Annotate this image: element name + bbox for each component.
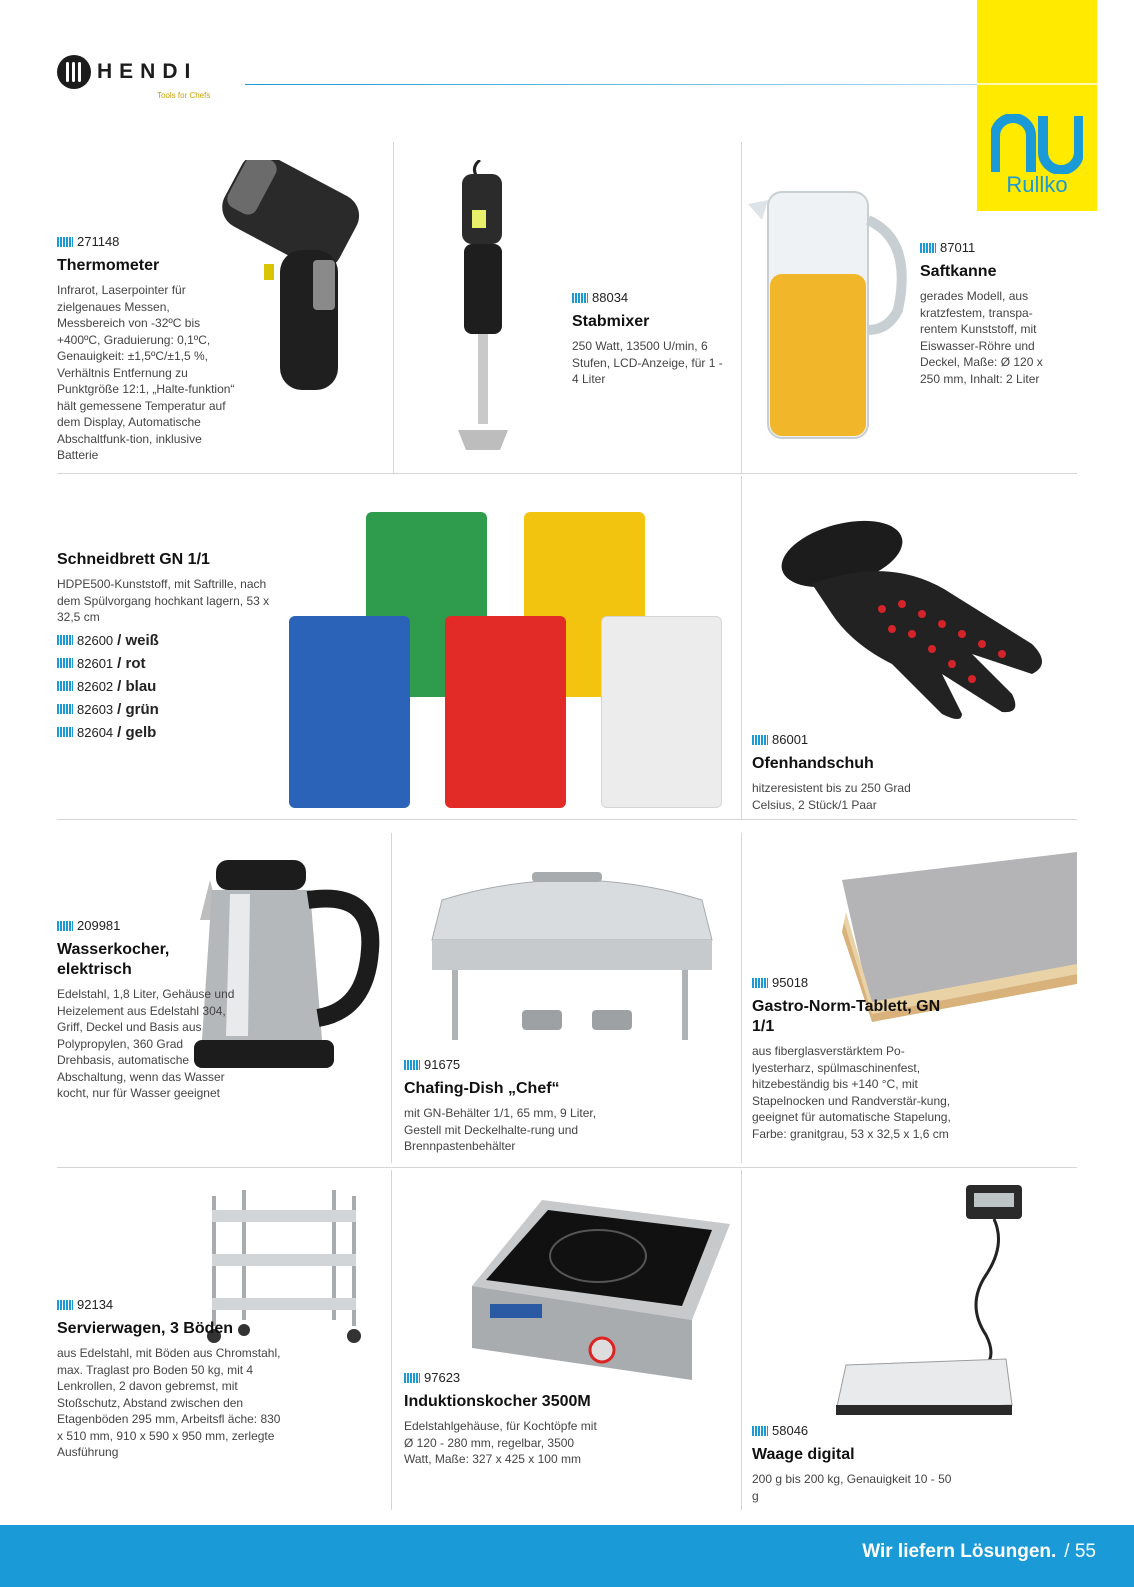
product-code: 88034 (572, 290, 732, 305)
variant-item[interactable]: 82601 / rot (57, 655, 277, 672)
barcode-icon (404, 1060, 420, 1070)
grid-line (741, 476, 742, 819)
barcode-icon (57, 921, 73, 931)
barcode-icon (57, 1300, 73, 1310)
grid-line (391, 833, 392, 1163)
barcode-icon (572, 293, 588, 303)
induktionskocher-image (472, 1200, 732, 1390)
page-header (0, 0, 1134, 140)
product-name: Waage digital (752, 1446, 855, 1463)
product-code: 97623 (404, 1370, 604, 1385)
barcode-icon (752, 978, 768, 988)
ofenhandschuh-image (772, 514, 1062, 724)
chafing-dish-image (412, 860, 732, 1050)
product-code: 209981 (57, 918, 237, 933)
board-white-image (601, 616, 722, 808)
rullko-logo (977, 0, 1097, 211)
barcode-icon (57, 727, 73, 737)
product-description: aus fiberglasverstärktem Po-lyesterharz, spülmaschinenfest, hitzebeständig bis +140 °C, mit Stapelnocken und Randverstär-kung, geeignet für automatische Stapelung, Farbe: granitgrau, 53 x 32,5 x 1,6 cm (752, 1044, 951, 1141)
product-name: Induktionskocher 3500M (404, 1393, 591, 1410)
grid-line (741, 142, 742, 473)
variant-item[interactable]: 82603 / grün (57, 701, 277, 718)
barcode-icon (404, 1373, 420, 1383)
product-code: 58046 (752, 1423, 952, 1438)
variant-item[interactable]: 82600 / weiß (57, 632, 277, 649)
page-number: / 55 (1064, 1541, 1096, 1562)
barcode-icon (920, 243, 936, 253)
product-description: Infrarot, Laserpointer für zielgenaues Messen, Messbereich von -32ºC bis +400ºC, Graduierung: 0,1ºC, Genauigkeit: ±1,5ºC/±1,5 %, Verhältnis Entfernung zu Punktgröße 12:1, „Halte-funktion“ hält gemessene Temperatur auf dem Display, Automatische Abschaltfunk-tion, inklusive Batterie (57, 283, 235, 462)
product-code: 87011 (920, 240, 1065, 255)
product-name: Stabmixer (572, 313, 650, 330)
product-code: 92134 (57, 1297, 287, 1312)
barcode-icon (57, 704, 73, 714)
product-code: 95018 (752, 975, 962, 990)
product-name: Ofenhandschuh (752, 755, 874, 772)
product-description: 250 Watt, 13500 U/min, 6 Stufen, LCD-Anzeige, für 1 - 4 Liter (572, 339, 723, 386)
grid-line (741, 833, 742, 1163)
barcode-icon (752, 1426, 768, 1436)
product-name: Saftkanne (920, 263, 997, 280)
product-description: gerades Modell, aus kratzfestem, transpa-rentem Kunststoff, mit Eiswasser-Röhre und Deckel, Maße: Ø 120 x 250 mm, Inhalt: 2 Liter (920, 289, 1043, 386)
product-description: Edelstahlgehäuse, für Kochtöpfe mit Ø 120 - 280 mm, regelbar, 3500 Watt, Maße: 327 x 425 x 100 mm (404, 1419, 597, 1466)
grid-line (391, 1170, 392, 1510)
header-divider (245, 84, 1075, 85)
board-blue-image (289, 616, 410, 808)
product-name: Schneidbrett GN 1/1 (57, 551, 210, 568)
product-name: Thermometer (57, 257, 160, 274)
product-code: 86001 (752, 732, 952, 747)
barcode-icon (57, 658, 73, 668)
brand-tagline: Tools for Chefs (157, 91, 211, 100)
grid-line (57, 473, 1077, 474)
barcode-icon (752, 735, 768, 745)
waage-image (836, 1185, 1026, 1425)
product-name: Chafing-Dish „Chef“ (404, 1080, 560, 1097)
product-name: Gastro-Norm-Tablett, GN 1/1 (752, 998, 941, 1035)
product-description: aus Edelstahl, mit Böden aus Chromstahl, max. Traglast pro Boden 50 kg, mit 4 Lenkrollen, 2 davon gebremst, mit Stoßschutz, Abstand zwischen den Etagenböden 295 mm, Arbeitsfl äche: 830 x 510 mm, 910 x 590 x 950 mm, zerlegte Ausführung (57, 1346, 281, 1459)
grid-line (57, 1167, 1077, 1168)
product-description: Edelstahl, 1,8 Liter, Gehäuse und Heizelement aus Edelstahl 304, Griff, Deckel und Basis aus Polypropylen, 360 Grad Drehbasis, automatische Abschaltung, wenn das Wasser kocht, nur für Wasser geeignet (57, 987, 235, 1100)
brand-name: HENDI (97, 60, 198, 83)
variant-item[interactable]: 82602 / blau (57, 678, 277, 695)
thermometer-image (218, 160, 378, 400)
variant-item[interactable]: 82604 / gelb (57, 724, 277, 741)
barcode-icon (57, 237, 73, 247)
rullko-mark-icon (991, 114, 1083, 174)
product-name: Wasserkocher, elektrisch (57, 941, 170, 978)
product-description: hitzeresistent bis zu 250 Grad Celsius, 2 Stück/1 Paar (752, 781, 911, 812)
stabmixer-image (450, 160, 520, 460)
partner-name: Rullko (1006, 172, 1068, 197)
footer-slogan: Wir liefern Lösungen. / 55 (862, 1541, 1096, 1562)
product-description: HDPE500-Kunststoff, mit Saftrille, nach dem Spülvorgang hochkant lagern, 53 x 32,5 cm (57, 577, 270, 624)
hendi-logo (57, 55, 237, 105)
barcode-icon (57, 635, 73, 645)
product-description: mit GN-Behälter 1/1, 65 mm, 9 Liter, Gestell mit Deckelhalte-rung und Brennpastenbehälter (404, 1106, 597, 1153)
saftkanne-image (748, 180, 918, 450)
grid-line (393, 142, 394, 473)
board-red-image (445, 616, 566, 808)
product-code: 91675 (404, 1057, 604, 1072)
barcode-icon (57, 681, 73, 691)
grid-line (57, 819, 1077, 820)
product-name: Servierwagen, 3 Böden (57, 1320, 234, 1337)
page-footer (0, 1525, 1134, 1587)
cutlery-icon (57, 55, 91, 89)
product-description: 200 g bis 200 kg, Genauigkeit 10 - 50 g (752, 1472, 952, 1503)
product-code: 271148 (57, 234, 237, 249)
grid-line (741, 1170, 742, 1510)
